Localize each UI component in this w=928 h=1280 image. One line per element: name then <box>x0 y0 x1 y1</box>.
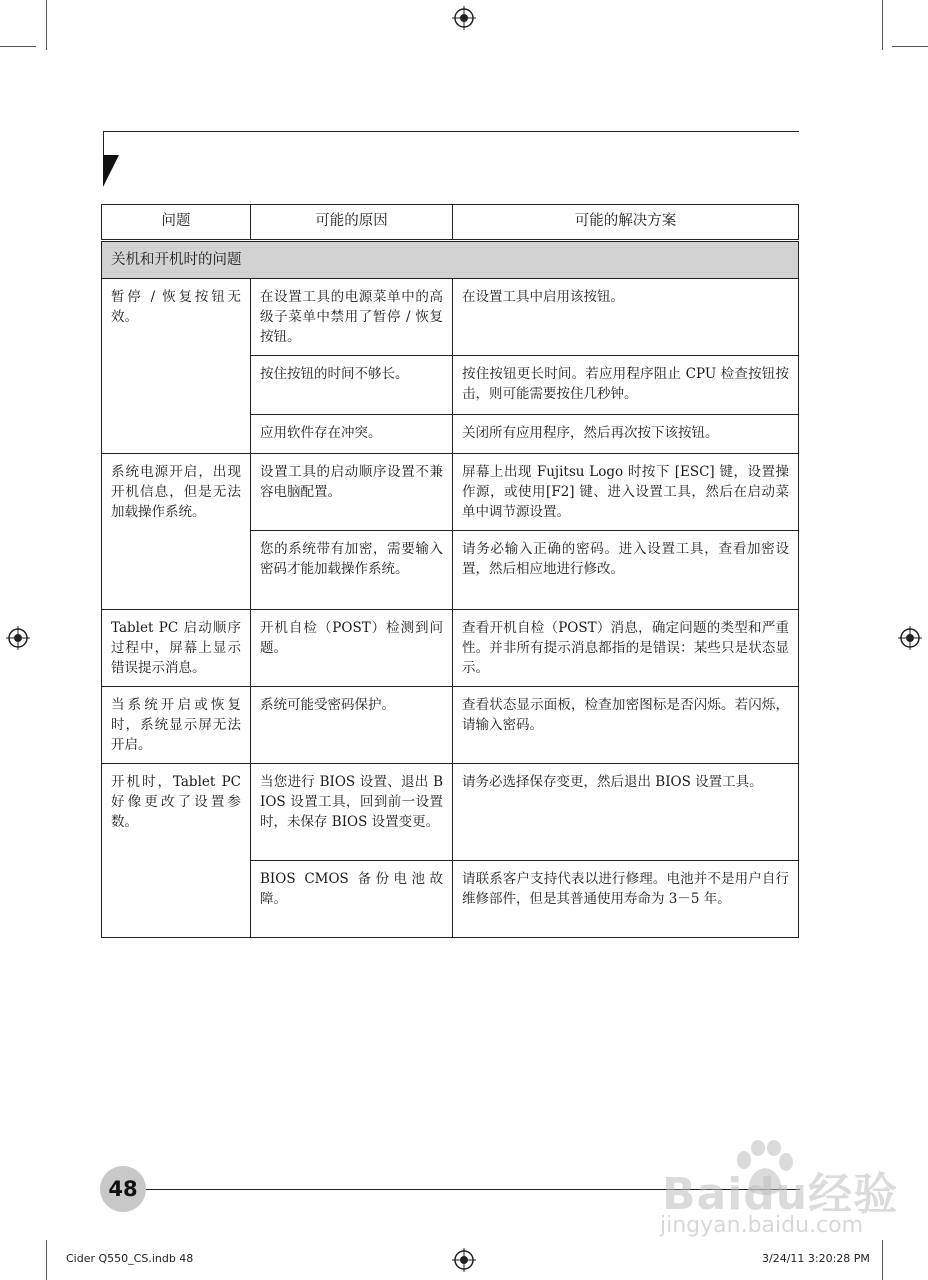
crop-mark <box>46 0 47 50</box>
page-number: 48 <box>100 1166 146 1212</box>
solution-cell: 查看状态显示面板，检查加密图标是否闪烁。若闪烁，请输入密码。 <box>453 687 799 764</box>
slug-timestamp: 3/24/11 3:20:28 PM <box>762 1252 870 1265</box>
solution-cell: 屏幕上出现 Fujitsu Logo 时按下 [ESC] 键，设置操作源，或使用[F2] 键、进入设置工具，然后在启动菜单中调节源设置。 <box>453 454 799 531</box>
problem-cell: 当系统开启或恢复时，系统显示屏无法开启。 <box>102 687 251 764</box>
solution-cell: 请联系客户支持代表以进行修理。电池并不是用户自行维修部件，但是其普通使用寿命为 3－5 年。 <box>453 861 799 938</box>
problem-cell: 暂停 / 恢复按钮无效。 <box>102 279 251 454</box>
problem-cell: 开机时，Tablet PC 好像更改了设置参数。 <box>102 764 251 938</box>
section-row <box>102 241 799 279</box>
solution-cell: 按住按钮更长时间。若应用程序阻止 CPU 检查按钮按击，则可能需要按住几秒钟。 <box>453 356 799 415</box>
cause-cell: 应用软件存在冲突。 <box>251 415 453 454</box>
table-row <box>102 687 799 764</box>
problem-cell: Tablet PC 启动顺序过程中，屏幕上显示错误提示消息。 <box>102 610 251 687</box>
cause-cell: 您的系统带有加密，需要输入密码才能加载操作系统。 <box>251 531 453 610</box>
slug-file-info: Cider Q550_CS.indb 48 <box>66 1252 194 1265</box>
cause-cell: 设置工具的启动顺序设置不兼容电脑配置。 <box>251 454 453 531</box>
solution-cell: 在设置工具中启用该按钮。 <box>453 279 799 356</box>
table-row <box>102 454 799 531</box>
column-header-solution: 可能的解决方案 <box>453 205 799 241</box>
crop-mark <box>892 46 928 47</box>
watermark-url: jingyan.baidu.com <box>660 1213 864 1238</box>
solution-cell: 查看开机自检（POST）消息，确定问题的类型和严重性。并非所有提示消息都指的是错误：某些只是状态显示。 <box>453 610 799 687</box>
registration-mark-icon <box>452 6 476 30</box>
cause-cell: 系统可能受密码保护。 <box>251 687 453 764</box>
cause-cell: 开机自检（POST）检测到问题。 <box>251 610 453 687</box>
registration-mark-icon <box>898 626 922 650</box>
cause-cell: 按住按钮的时间不够长。 <box>251 356 453 415</box>
problem-cell: 系统电源开启，出现开机信息，但是无法加载操作系统。 <box>102 454 251 610</box>
table-row <box>102 610 799 687</box>
table-header-row <box>102 205 799 241</box>
table-row <box>102 279 799 356</box>
solution-cell: 请务必输入正确的密码。进入设置工具，查看加密设置，然后相应地进行修改。 <box>453 531 799 610</box>
watermark-brand: Baidu经验 <box>662 1169 899 1220</box>
cause-cell: 在设置工具的电源菜单中的高级子菜单中禁用了暂停 / 恢复按钮。 <box>251 279 453 356</box>
table-row <box>102 764 799 861</box>
header-corner-triangle-icon <box>103 155 119 187</box>
solution-cell: 关闭所有应用程序，然后再次按下该按钮。 <box>453 415 799 454</box>
crop-mark <box>0 46 36 47</box>
registration-mark-icon <box>6 626 30 650</box>
section-title: 关机和开机时的问题 <box>102 241 799 279</box>
troubleshooting-table <box>101 204 799 938</box>
crop-mark <box>882 0 883 50</box>
cause-cell: 当您进行 BIOS 设置、退出 BIOS 设置工具，回到前一设置时，未保存 BIOS 设置变更。 <box>251 764 453 861</box>
solution-cell: 请务必选择保存变更，然后退出 BIOS 设置工具。 <box>453 764 799 861</box>
header-rule <box>103 131 104 157</box>
crop-mark <box>46 1240 47 1280</box>
header-rule <box>103 131 799 132</box>
column-header-cause: 可能的原因 <box>251 205 453 241</box>
registration-mark-icon <box>452 1248 476 1272</box>
crop-mark <box>882 1240 883 1280</box>
cause-cell: BIOS CMOS 备份电池故障。 <box>251 861 453 938</box>
column-header-problem: 问题 <box>102 205 251 241</box>
